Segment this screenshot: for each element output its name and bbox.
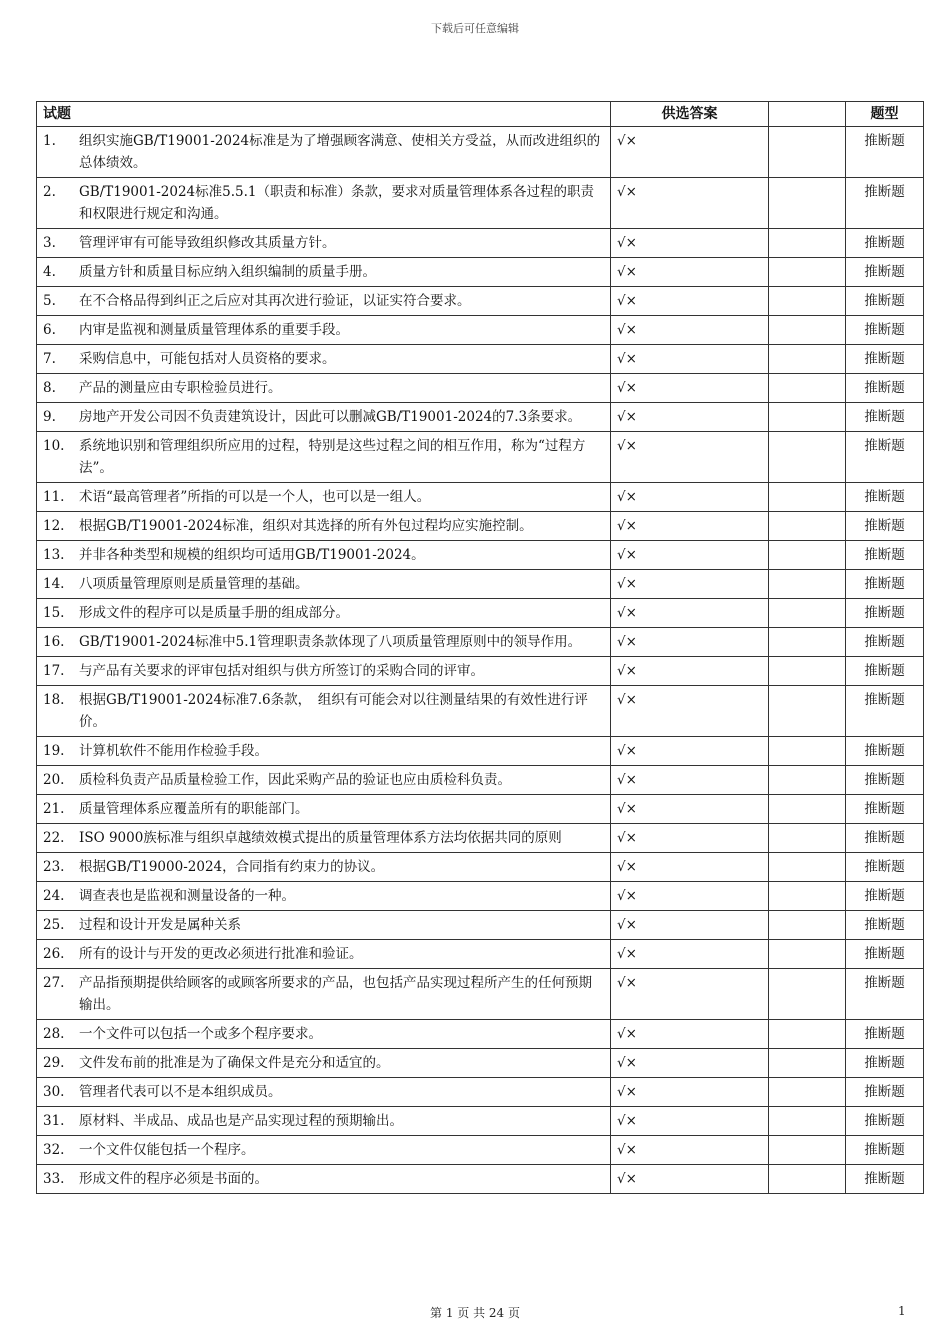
question-cell [37, 795, 611, 824]
question-cell [37, 541, 611, 570]
question-number: 11. [43, 489, 65, 505]
question-cell [37, 766, 611, 795]
blank-cell [769, 657, 846, 686]
answer-options: √× [611, 316, 769, 345]
question-type: 推断题 [846, 1020, 924, 1049]
question-number: 8. [43, 380, 56, 396]
table-row [37, 258, 924, 287]
question-type: 推断题 [846, 127, 924, 178]
question-text: 计算机软件不能用作检验手段。 [79, 743, 268, 759]
table-row [37, 1020, 924, 1049]
question-cell [37, 1136, 611, 1165]
blank-cell [769, 1020, 846, 1049]
table-row [37, 969, 924, 1020]
answer-options: √× [611, 853, 769, 882]
table-row [37, 737, 924, 766]
blank-cell [769, 541, 846, 570]
answer-options: √× [611, 1020, 769, 1049]
question-text: 过程和设计开发是属种关系 [79, 917, 241, 933]
question-number: 2. [43, 184, 56, 200]
answer-options: √× [611, 127, 769, 178]
question-number: 14. [43, 576, 65, 592]
question-cell [37, 657, 611, 686]
table-row [37, 1136, 924, 1165]
answer-options: √× [611, 229, 769, 258]
question-cell [37, 1078, 611, 1107]
blank-cell [769, 432, 846, 483]
answer-options: √× [611, 178, 769, 229]
question-number: 31. [43, 1113, 65, 1129]
answer-options: √× [611, 1049, 769, 1078]
question-type: 推断题 [846, 969, 924, 1020]
question-cell [37, 127, 611, 178]
question-cell [37, 1107, 611, 1136]
question-type: 推断题 [846, 570, 924, 599]
table-row [37, 686, 924, 737]
answer-options: √× [611, 737, 769, 766]
question-number: 15. [43, 605, 65, 621]
table-row [37, 940, 924, 969]
answer-options: √× [611, 541, 769, 570]
answer-options: √× [611, 432, 769, 483]
question-text: 根据GB/T19001-2024标准7.6条款， 组织有可能会对以往测量结果的有效性进行评价。 [79, 692, 588, 730]
question-number: 10. [43, 438, 65, 454]
header-blank [769, 102, 846, 127]
answer-options: √× [611, 628, 769, 657]
question-type: 推断题 [846, 1078, 924, 1107]
question-number: 27. [43, 975, 65, 991]
question-number: 19. [43, 743, 65, 759]
question-text: 文件发布前的批准是为了确保文件是充分和适宜的。 [79, 1055, 390, 1071]
question-text: 产品的测量应由专职检验员进行。 [79, 380, 282, 396]
question-type: 推断题 [846, 911, 924, 940]
blank-cell [769, 258, 846, 287]
question-type: 推断题 [846, 432, 924, 483]
question-number: 6. [43, 322, 56, 338]
question-text: 采购信息中，可能包括对人员资格的要求。 [79, 351, 336, 367]
question-cell [37, 374, 611, 403]
table-row [37, 316, 924, 345]
question-text: 八项质量管理原则是质量管理的基础。 [79, 576, 309, 592]
answer-options: √× [611, 345, 769, 374]
question-type: 推断题 [846, 403, 924, 432]
page-number: 1 [898, 1304, 906, 1318]
answer-options: √× [611, 483, 769, 512]
question-text: 并非各种类型和规模的组织均可适用GB/T19001-2024。 [79, 547, 425, 563]
question-type: 推断题 [846, 178, 924, 229]
table-row [37, 570, 924, 599]
question-text: 质检科负责产品质量检验工作，因此采购产品的验证也应由质检科负责。 [79, 772, 511, 788]
question-type: 推断题 [846, 229, 924, 258]
answer-options: √× [611, 657, 769, 686]
question-cell [37, 628, 611, 657]
question-number: 25. [43, 917, 65, 933]
blank-cell [769, 686, 846, 737]
question-number: 22. [43, 830, 65, 846]
table-row [37, 287, 924, 316]
question-number: 13. [43, 547, 65, 563]
question-text: 一个文件可以包括一个或多个程序要求。 [79, 1026, 322, 1042]
table-row [37, 824, 924, 853]
question-type: 推断题 [846, 374, 924, 403]
question-text: 原材料、半成品、成品也是产品实现过程的预期输出。 [79, 1113, 403, 1129]
page-footer: 第 1 页 共 24 页 [430, 1306, 520, 1320]
question-type: 推断题 [846, 940, 924, 969]
header-options: 供选答案 [611, 102, 769, 127]
blank-cell [769, 882, 846, 911]
table-header-row [37, 102, 924, 127]
question-number: 23. [43, 859, 65, 875]
question-cell [37, 1165, 611, 1194]
question-cell [37, 940, 611, 969]
question-type: 推断题 [846, 628, 924, 657]
question-text: 一个文件仅能包括一个程序。 [79, 1142, 255, 1158]
question-type: 推断题 [846, 824, 924, 853]
question-type: 推断题 [846, 541, 924, 570]
question-number: 20. [43, 772, 65, 788]
blank-cell [769, 316, 846, 345]
answer-options: √× [611, 940, 769, 969]
question-type: 推断题 [846, 737, 924, 766]
answer-options: √× [611, 599, 769, 628]
answer-options: √× [611, 258, 769, 287]
table-row [37, 911, 924, 940]
question-text: 质量管理体系应覆盖所有的职能部门。 [79, 801, 309, 817]
question-type: 推断题 [846, 1165, 924, 1194]
question-cell [37, 483, 611, 512]
blank-cell [769, 345, 846, 374]
answer-options: √× [611, 824, 769, 853]
question-cell [37, 1049, 611, 1078]
table-row [37, 127, 924, 178]
table-row [37, 628, 924, 657]
question-number: 24. [43, 888, 65, 904]
question-number: 33. [43, 1171, 65, 1187]
answer-options: √× [611, 766, 769, 795]
question-number: 18. [43, 692, 65, 708]
question-type: 推断题 [846, 512, 924, 541]
question-type: 推断题 [846, 483, 924, 512]
question-number: 12. [43, 518, 65, 534]
question-text: 根据GB/T19000-2024，合同指有约束力的协议。 [79, 859, 385, 875]
blank-cell [769, 969, 846, 1020]
question-text: 在不合格品得到纠正之后应对其再次进行验证，以证实符合要求。 [79, 293, 471, 309]
quiz-body [37, 127, 924, 1194]
answer-options: √× [611, 686, 769, 737]
question-text: 系统地识别和管理组织所应用的过程，特别是这些过程之间的相互作用，称为“过程方法”。 [79, 438, 586, 476]
question-text: 所有的设计与开发的更改必须进行批准和验证。 [79, 946, 363, 962]
question-cell [37, 512, 611, 541]
table-row [37, 541, 924, 570]
question-cell [37, 686, 611, 737]
question-text: 质量方针和质量目标应纳入组织编制的质量手册。 [79, 264, 376, 280]
blank-cell [769, 570, 846, 599]
question-cell [37, 345, 611, 374]
question-cell [37, 599, 611, 628]
answer-options: √× [611, 512, 769, 541]
question-text: 调查表也是监视和测量设备的一种。 [79, 888, 295, 904]
question-number: 30. [43, 1084, 65, 1100]
question-type: 推断题 [846, 766, 924, 795]
question-number: 28. [43, 1026, 65, 1042]
answer-options: √× [611, 1107, 769, 1136]
blank-cell [769, 628, 846, 657]
question-number: 21. [43, 801, 65, 817]
header-type: 题型 [846, 102, 924, 127]
question-cell [37, 911, 611, 940]
question-type: 推断题 [846, 686, 924, 737]
blank-cell [769, 853, 846, 882]
question-cell [37, 432, 611, 483]
table-row [37, 178, 924, 229]
question-type: 推断题 [846, 1049, 924, 1078]
answer-options: √× [611, 1165, 769, 1194]
question-text: 管理评审有可能导致组织修改其质量方针。 [79, 235, 336, 251]
answer-options: √× [611, 1078, 769, 1107]
blank-cell [769, 178, 846, 229]
blank-cell [769, 1107, 846, 1136]
question-cell [37, 853, 611, 882]
blank-cell [769, 911, 846, 940]
question-text: GB/T19001-2024标准中5.1管理职责条款体现了八项质量管理原则中的领导作用。 [79, 634, 582, 650]
table-row [37, 1165, 924, 1194]
question-cell [37, 737, 611, 766]
answer-options: √× [611, 911, 769, 940]
answer-options: √× [611, 287, 769, 316]
blank-cell [769, 795, 846, 824]
question-text: 内审是监视和测量质量管理体系的重要手段。 [79, 322, 349, 338]
blank-cell [769, 374, 846, 403]
blank-cell [769, 824, 846, 853]
answer-options: √× [611, 882, 769, 911]
question-text: 产品指预期提供给顾客的或顾客所要求的产品，也包括产品实现过程所产生的任何预期输出。 [79, 975, 592, 1013]
table-row [37, 1107, 924, 1136]
table-row [37, 483, 924, 512]
blank-cell [769, 737, 846, 766]
blank-cell [769, 287, 846, 316]
quiz-table [36, 101, 924, 1194]
blank-cell [769, 766, 846, 795]
question-type: 推断题 [846, 258, 924, 287]
question-text: 组织实施GB/T19001-2024标准是为了增强顾客满意、使相关方受益，从而改进组织的总体绩效。 [79, 133, 601, 171]
blank-cell [769, 1136, 846, 1165]
question-number: 3. [43, 235, 56, 251]
table-row [37, 766, 924, 795]
question-cell [37, 258, 611, 287]
question-text: 形成文件的程序必须是书面的。 [79, 1171, 268, 1187]
table-row [37, 512, 924, 541]
question-type: 推断题 [846, 316, 924, 345]
question-type: 推断题 [846, 287, 924, 316]
blank-cell [769, 483, 846, 512]
question-number: 1. [43, 133, 56, 149]
question-text: 形成文件的程序可以是质量手册的组成部分。 [79, 605, 349, 621]
question-text: ISO 9000族标准与组织卓越绩效模式提出的质量管理体系方法均依据共同的原则 [79, 830, 562, 846]
table-row [37, 229, 924, 258]
question-text: 根据GB/T19001-2024标准，组织对其选择的所有外包过程均应实施控制。 [79, 518, 533, 534]
question-cell [37, 229, 611, 258]
blank-cell [769, 1165, 846, 1194]
question-type: 推断题 [846, 599, 924, 628]
question-number: 5. [43, 293, 56, 309]
answer-options: √× [611, 403, 769, 432]
answer-options: √× [611, 969, 769, 1020]
question-type: 推断题 [846, 345, 924, 374]
question-cell [37, 287, 611, 316]
question-text: GB/T19001-2024标准5.5.1（职责和标准）条款，要求对质量管理体系各过程的职责和权限进行规定和沟通。 [79, 184, 594, 222]
table-row [37, 853, 924, 882]
table-row [37, 599, 924, 628]
question-cell [37, 1020, 611, 1049]
table-row [37, 374, 924, 403]
blank-cell [769, 512, 846, 541]
question-text: 管理者代表可以不是本组织成员。 [79, 1084, 282, 1100]
question-number: 17. [43, 663, 65, 679]
blank-cell [769, 1049, 846, 1078]
blank-cell [769, 599, 846, 628]
question-cell [37, 969, 611, 1020]
question-type: 推断题 [846, 853, 924, 882]
answer-options: √× [611, 374, 769, 403]
table-row [37, 1049, 924, 1078]
question-cell [37, 403, 611, 432]
question-cell [37, 824, 611, 853]
page-header: 下载后可任意编辑 [431, 22, 519, 35]
answer-options: √× [611, 570, 769, 599]
question-text: 术语“最高管理者”所指的可以是一个人，也可以是一组人。 [79, 489, 431, 505]
table-row [37, 345, 924, 374]
table-row [37, 432, 924, 483]
question-type: 推断题 [846, 882, 924, 911]
table-row [37, 1078, 924, 1107]
blank-cell [769, 127, 846, 178]
blank-cell [769, 403, 846, 432]
question-type: 推断题 [846, 1107, 924, 1136]
question-cell [37, 882, 611, 911]
header-question: 试题 [37, 102, 611, 127]
question-number: 4. [43, 264, 56, 280]
blank-cell [769, 229, 846, 258]
blank-cell [769, 1078, 846, 1107]
table-row [37, 657, 924, 686]
table-row [37, 882, 924, 911]
question-number: 9. [43, 409, 56, 425]
blank-cell [769, 940, 846, 969]
answer-options: √× [611, 795, 769, 824]
question-text: 房地产开发公司因不负责建筑设计，因此可以删减GB/T19001-2024的7.3条要求。 [79, 409, 582, 425]
answer-options: √× [611, 1136, 769, 1165]
question-number: 16. [43, 634, 65, 650]
question-number: 26. [43, 946, 65, 962]
table-row [37, 403, 924, 432]
question-cell [37, 570, 611, 599]
question-number: 29. [43, 1055, 65, 1071]
question-number: 32. [43, 1142, 65, 1158]
question-cell [37, 178, 611, 229]
question-type: 推断题 [846, 795, 924, 824]
question-text: 与产品有关要求的评审包括对组织与供方所签订的采购合同的评审。 [79, 663, 484, 679]
question-cell [37, 316, 611, 345]
question-number: 7. [43, 351, 56, 367]
question-type: 推断题 [846, 1136, 924, 1165]
question-type: 推断题 [846, 657, 924, 686]
table-row [37, 795, 924, 824]
